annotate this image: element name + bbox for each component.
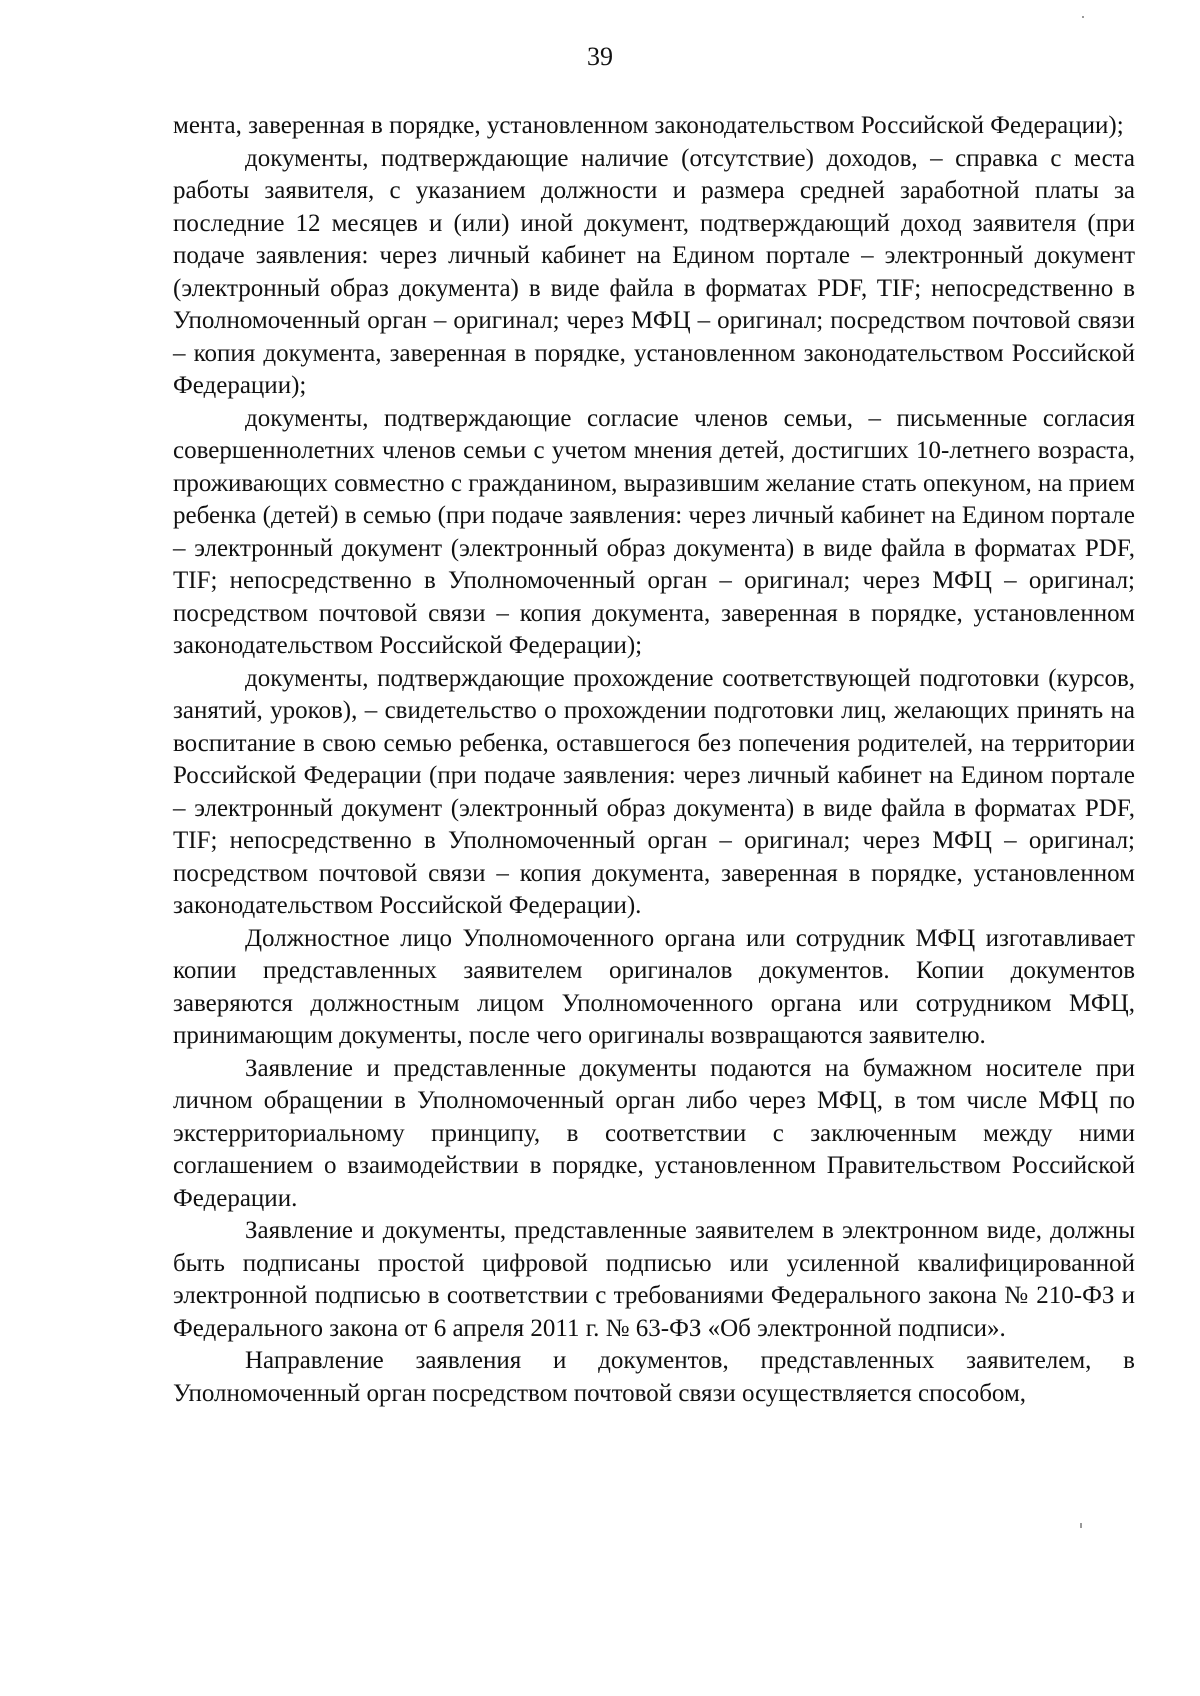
paragraph-postal-submission: Направление заявления и документов, представленных заявителем, в Уполномоченный орган посредством почтовой связи осуществляется способом, xyxy=(173,1347,1135,1407)
paragraph-document-copies: Должностное лицо Уполномоченного органа или сотрудник МФЦ изготавливает копии представленных заявителем оригиналов документов. Копии документов заверяются должностным лицом Уполномоченного органа или сотрудником МФЦ, принимающим документы, после чего оригиналы возвращаются заявителю. xyxy=(173,924,1135,1049)
document-body xyxy=(173,110,1135,1410)
paragraph-electronic-signature: Заявление и документы, представленные заявителем в электронном виде, должны быть подписаны простой цифровой подписью или усиленной квалифицированной электронной подписью в соответствии с требованиями Федерального закона № 210-ФЗ и Федерального закона от 6 апреля 2011 г. № 63-ФЗ «Об электронной подписи». xyxy=(173,1217,1135,1342)
scan-speck xyxy=(1080,1523,1082,1528)
paragraph-training-documents: документы, подтверждающие прохождение соответствующей подготовки (курсов, занятий, уроков), – свидетельство о прохождении подготовки лиц, желающих принять на воспитание в свою семью ребенка, оставшегося без попечения родителей, на территории Российской Федерации (при подаче заявления: через личный кабинет на Едином портале – электронный документ (электронный образ документа) в виде файла в форматах PDF, TIF; непосредственно в Уполномоченный орган – оригинал; через МФЦ – оригинал; посредством почтовой связи – копия документа, заверенная в порядке, установленном законодательством Российской Федерации). xyxy=(173,664,1135,919)
paragraph-income-documents: документы, подтверждающие наличие (отсутствие) доходов, – справка с места работы заявителя, с указанием должности и размера средней заработной платы за последние 12 месяцев и (или) иной документ, подтверждающий доход заявителя (при подаче заявления: через личный кабинет на Едином портале – электронный документ (электронный образ документа) в виде файла в форматах PDF, TIF; непосредственно в Уполномоченный орган – оригинал; через МФЦ – оригинал; посредством почтовой связи – копия документа, заверенная в порядке, установленном законодательством Российской Федерации); xyxy=(173,144,1135,399)
scan-speck xyxy=(1082,16,1084,18)
paragraph-continuation: мента, заверенная в порядке, установленном законодательством Российской Федерации); xyxy=(173,112,1124,139)
page-number: 39 xyxy=(587,42,613,71)
paragraph-family-consent-documents: документы, подтверждающие согласие членов семьи, – письменные согласия совершеннолетних членов семьи с учетом мнения детей, достигших 10-летнего возраста, проживающих совместно с гражданином, выразившим желание стать опекуном, на прием ребенка (детей) в семью (при подаче заявления: через личный кабинет на Едином портале – электронный документ (электронный образ документа) в виде файла в форматах PDF, TIF; непосредственно в Уполномоченный орган – оригинал; через МФЦ – оригинал; посредством почтовой связи – копия документа, заверенная в порядке, установленном законодательством Российской Федерации); xyxy=(173,404,1135,659)
paragraph-paper-submission: Заявление и представленные документы подаются на бумажном носителе при личном обращении в Уполномоченный орган либо через МФЦ, в том числе МФЦ по экстерриториальному принципу, в соответствии с заключенным между ними соглашением о взаимодействии в порядке, установленном Правительством Российской Федерации. xyxy=(173,1054,1135,1212)
